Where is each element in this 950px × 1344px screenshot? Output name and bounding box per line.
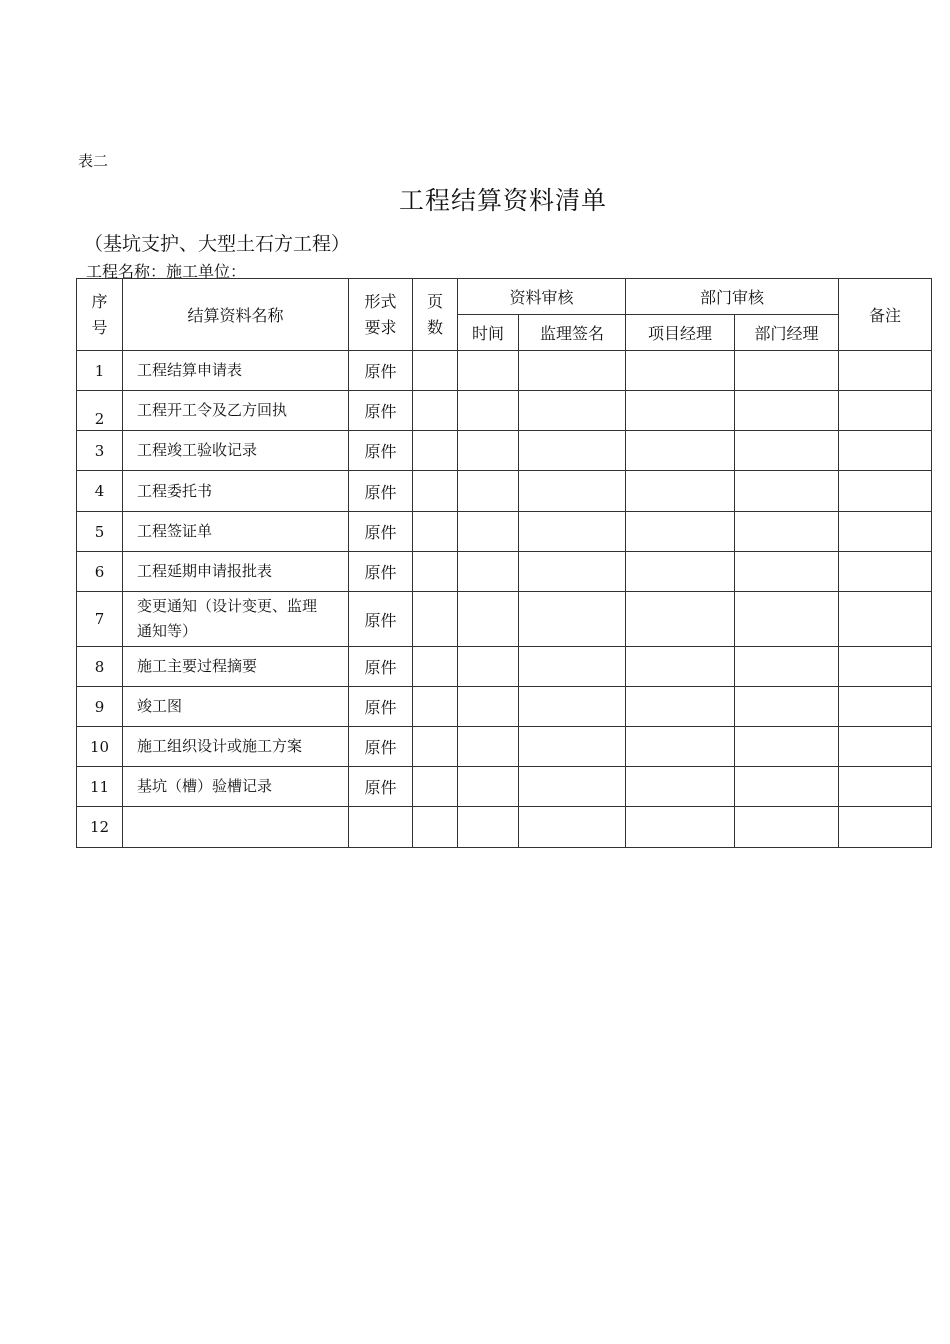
row-number: 9 <box>77 687 123 727</box>
header-pages-line2: 数 <box>426 317 443 337</box>
row-dm-cell[interactable] <box>735 391 839 431</box>
table-row <box>77 592 932 647</box>
row-supervisor-sign-cell[interactable] <box>519 807 626 848</box>
row-review-time-cell[interactable] <box>458 647 519 687</box>
row-dm-cell[interactable] <box>735 351 839 391</box>
header-pages-line1: 页 <box>426 291 443 311</box>
header-name: 结算资料名称 <box>123 279 349 351</box>
document-title: 工程结算资料清单 <box>398 186 607 215</box>
row-dm-cell[interactable] <box>735 512 839 552</box>
table-row <box>77 807 932 848</box>
row-number: 12 <box>77 807 123 848</box>
row-dm-cell[interactable] <box>735 807 839 848</box>
row-number: 1 <box>77 351 123 391</box>
row-document-name-line2: 通知等） <box>137 622 198 640</box>
row-pages-cell[interactable] <box>413 431 458 471</box>
row-dm-cell[interactable] <box>735 552 839 592</box>
row-dm-cell[interactable] <box>735 431 839 471</box>
row-dm-cell[interactable] <box>735 727 839 767</box>
row-remarks-cell[interactable] <box>839 512 932 552</box>
document-subtitle: （基坑支护、大型土石方工程） <box>84 233 351 255</box>
header-doc-review-time: 时间 <box>458 315 519 351</box>
row-number: 6 <box>77 552 123 592</box>
row-pages-cell[interactable] <box>413 687 458 727</box>
table-row <box>77 351 932 391</box>
settlement-checklist-table <box>76 278 932 848</box>
row-document-name: 施工主要过程摘要 <box>123 647 349 687</box>
row-review-time-cell[interactable] <box>458 431 519 471</box>
row-form: 原件 <box>349 647 413 687</box>
row-pm-cell[interactable] <box>626 687 735 727</box>
row-number: 10 <box>77 727 123 767</box>
row-pm-cell[interactable] <box>626 471 735 512</box>
header-dept-review-pm: 项目经理 <box>626 315 735 351</box>
header-seq-line2: 号 <box>91 317 108 337</box>
row-document-name: 工程延期申请报批表 <box>123 552 349 592</box>
row-pm-cell[interactable] <box>626 767 735 807</box>
row-document-name: 工程委托书 <box>123 471 349 512</box>
row-form: 原件 <box>349 687 413 727</box>
row-pm-cell[interactable] <box>626 592 735 647</box>
row-pm-cell[interactable] <box>626 647 735 687</box>
table-row <box>77 512 932 552</box>
table-row <box>77 767 932 807</box>
row-document-name <box>123 592 349 647</box>
row-form: 原件 <box>349 471 413 512</box>
table-row <box>77 687 932 727</box>
row-pages-cell[interactable] <box>413 727 458 767</box>
row-pages-cell[interactable] <box>413 767 458 807</box>
row-supervisor-sign-cell[interactable] <box>519 431 626 471</box>
row-number: 5 <box>77 512 123 552</box>
row-remarks-cell[interactable] <box>839 552 932 592</box>
row-remarks-cell[interactable] <box>839 647 932 687</box>
header-remarks: 备注 <box>839 279 932 351</box>
row-review-time-cell[interactable] <box>458 391 519 431</box>
table-row <box>77 431 932 471</box>
header-doc-review-supervisor: 监理签名 <box>519 315 626 351</box>
row-document-name: 基坑（槽）验槽记录 <box>123 767 349 807</box>
header-form-line2: 要求 <box>364 317 397 337</box>
row-dm-cell[interactable] <box>735 592 839 647</box>
row-pages-cell[interactable] <box>413 592 458 647</box>
row-number: 2 <box>77 391 123 431</box>
row-remarks-cell[interactable] <box>839 592 932 647</box>
row-form: 原件 <box>349 552 413 592</box>
row-pages-cell[interactable] <box>413 647 458 687</box>
row-pm-cell[interactable] <box>626 391 735 431</box>
row-form: 原件 <box>349 351 413 391</box>
row-supervisor-sign-cell[interactable] <box>519 647 626 687</box>
table-row <box>77 647 932 687</box>
row-pages-cell[interactable] <box>413 351 458 391</box>
header-form <box>349 279 413 351</box>
header-row-top <box>77 279 932 315</box>
row-pm-cell[interactable] <box>626 512 735 552</box>
row-pages-cell[interactable] <box>413 552 458 592</box>
row-review-time-cell[interactable] <box>458 767 519 807</box>
row-form[interactable] <box>349 807 413 848</box>
header-form-line1: 形式 <box>364 291 397 311</box>
table-label: 表二 <box>78 152 109 170</box>
row-pm-cell[interactable] <box>626 552 735 592</box>
row-form: 原件 <box>349 727 413 767</box>
row-dm-cell[interactable] <box>735 687 839 727</box>
row-review-time-cell[interactable] <box>458 687 519 727</box>
row-number: 11 <box>77 767 123 807</box>
row-remarks-cell[interactable] <box>839 687 932 727</box>
row-form: 原件 <box>349 431 413 471</box>
row-document-name[interactable] <box>123 807 349 848</box>
row-document-name: 工程开工令及乙方回执 <box>123 391 349 431</box>
row-document-name: 工程结算申请表 <box>123 351 349 391</box>
row-supervisor-sign-cell[interactable] <box>519 471 626 512</box>
table-row <box>77 471 932 512</box>
row-document-name: 工程签证单 <box>123 512 349 552</box>
row-remarks-cell[interactable] <box>839 351 932 391</box>
row-supervisor-sign-cell[interactable] <box>519 767 626 807</box>
row-number: 8 <box>77 647 123 687</box>
row-pages-cell[interactable] <box>413 471 458 512</box>
header-seq-line1: 序 <box>91 291 108 311</box>
row-document-name: 工程竣工验收记录 <box>123 431 349 471</box>
row-form: 原件 <box>349 512 413 552</box>
row-pm-cell[interactable] <box>626 807 735 848</box>
row-supervisor-sign-cell[interactable] <box>519 592 626 647</box>
row-supervisor-sign-cell[interactable] <box>519 727 626 767</box>
row-dm-cell[interactable] <box>735 647 839 687</box>
row-supervisor-sign-cell[interactable] <box>519 552 626 592</box>
row-number: 3 <box>77 431 123 471</box>
row-form: 原件 <box>349 767 413 807</box>
table-row <box>77 391 932 431</box>
row-remarks-cell[interactable] <box>839 727 932 767</box>
row-review-time-cell[interactable] <box>458 807 519 848</box>
row-remarks-cell[interactable] <box>839 391 932 431</box>
row-review-time-cell[interactable] <box>458 351 519 391</box>
row-pm-cell[interactable] <box>626 727 735 767</box>
header-seq <box>77 279 123 351</box>
row-document-name: 竣工图 <box>123 687 349 727</box>
row-document-name: 施工组织设计或施工方案 <box>123 727 349 767</box>
row-supervisor-sign-cell[interactable] <box>519 351 626 391</box>
table-row <box>77 727 932 767</box>
row-remarks-cell[interactable] <box>839 807 932 848</box>
row-review-time-cell[interactable] <box>458 552 519 592</box>
project-info-line: 工程名称：施工单位： <box>86 262 247 281</box>
row-review-time-cell[interactable] <box>458 512 519 552</box>
row-remarks-cell[interactable] <box>839 431 932 471</box>
row-pages-cell[interactable] <box>413 391 458 431</box>
row-pm-cell[interactable] <box>626 351 735 391</box>
row-pm-cell[interactable] <box>626 431 735 471</box>
row-dm-cell[interactable] <box>735 767 839 807</box>
row-remarks-cell[interactable] <box>839 767 932 807</box>
row-review-time-cell[interactable] <box>458 592 519 647</box>
header-pages <box>413 279 458 351</box>
header-dept-review: 部门审核 <box>626 279 839 315</box>
row-review-time-cell[interactable] <box>458 727 519 767</box>
row-dm-cell[interactable] <box>735 471 839 512</box>
row-supervisor-sign-cell[interactable] <box>519 512 626 552</box>
row-document-name-line1: 变更通知（设计变更、监理 <box>137 597 318 615</box>
row-supervisor-sign-cell[interactable] <box>519 391 626 431</box>
row-pages-cell[interactable] <box>413 512 458 552</box>
row-review-time-cell[interactable] <box>458 471 519 512</box>
row-remarks-cell[interactable] <box>839 471 932 512</box>
header-doc-review: 资料审核 <box>458 279 626 315</box>
row-number: 7 <box>77 592 123 647</box>
row-form: 原件 <box>349 592 413 647</box>
header-dept-review-dm: 部门经理 <box>735 315 839 351</box>
row-supervisor-sign-cell[interactable] <box>519 687 626 727</box>
row-form: 原件 <box>349 391 413 431</box>
table-row <box>77 552 932 592</box>
row-pages-cell[interactable] <box>413 807 458 848</box>
row-number: 4 <box>77 471 123 512</box>
